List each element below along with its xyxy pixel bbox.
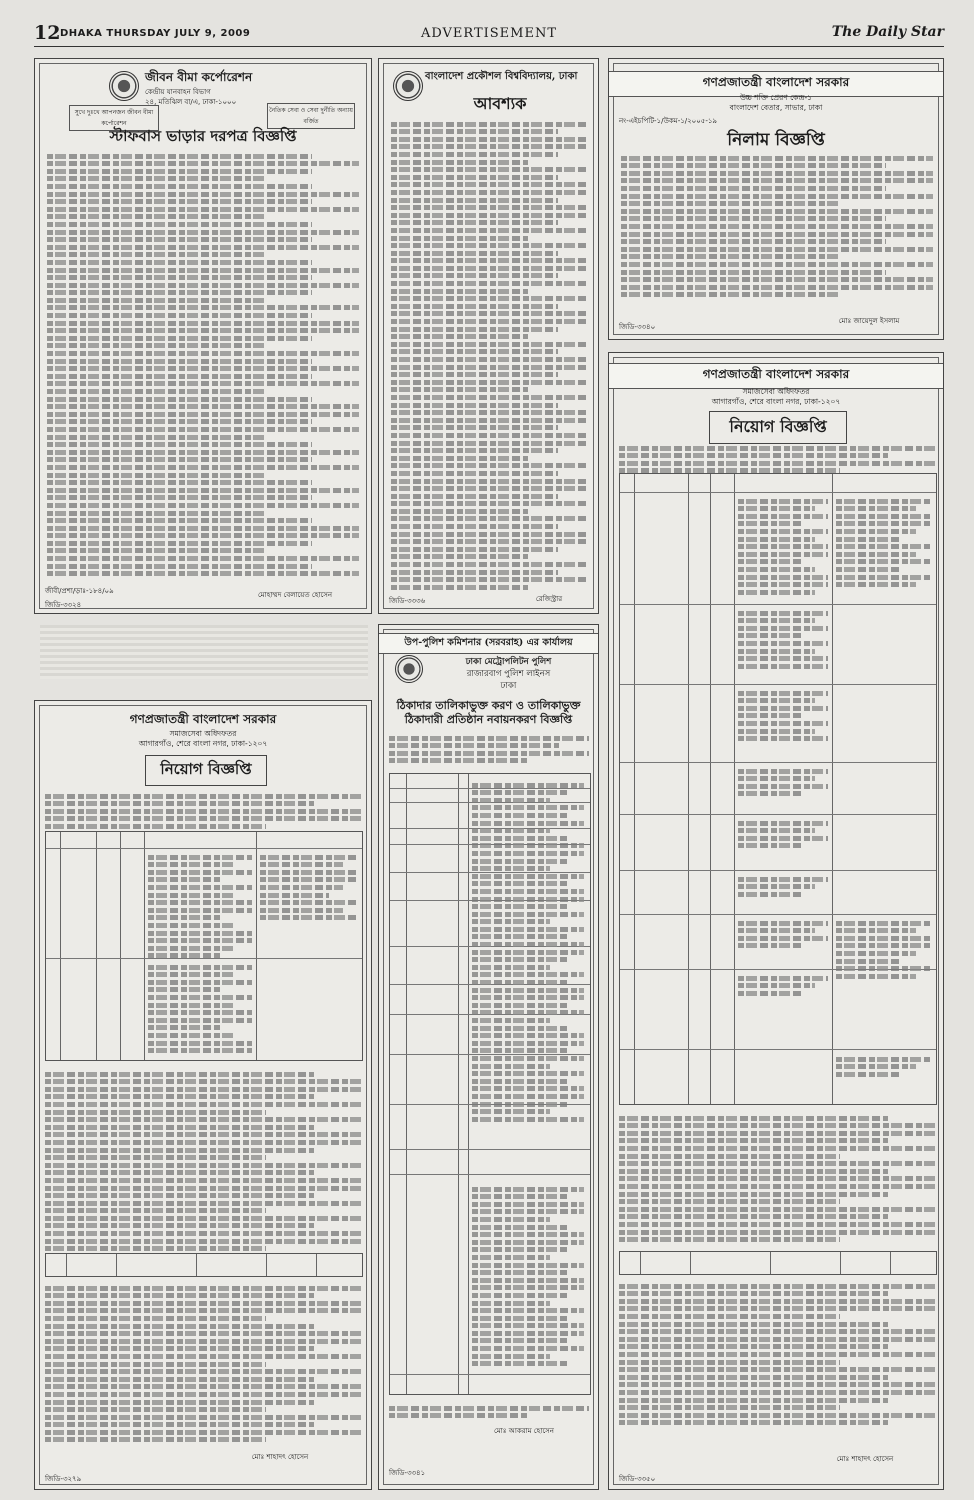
section-title: ADVERTISEMENT: [420, 26, 558, 41]
buet-body: [391, 119, 587, 592]
niyog-right-sub2: আগারগাঁও, শেরে বাংলা নগর, ঢাকা-১২০৭: [711, 397, 841, 406]
police-banner: উপ-পুলিশ কমিশনার (সরবরাহ) এর কার্যালয়: [379, 633, 598, 654]
niyog-left-sub1: সমাজসেবা অধিদফতর: [169, 729, 237, 738]
niyog-left-conditions: [45, 1069, 361, 1254]
jbc-slogan-right: নৈতিক সেবা ও সেবা দুর্নীতি অন্যায় বর্জিত: [267, 103, 355, 129]
niyog-right-signature: মোঃ শাহাদৎ হোসেন: [836, 1455, 894, 1463]
divider-hatch: [40, 625, 368, 679]
nilam-signature: মোঃ জায়েদুল ইসলাম: [838, 317, 900, 325]
nilam-memo: জিডি-৩৩৪০: [619, 323, 656, 331]
jbc-title: স্টাফবাস ভাড়ার দরপত্র বিজ্ঞপ্তি: [109, 127, 297, 145]
police-sub3: ঢাকা: [500, 681, 517, 691]
police-table: [389, 773, 591, 1395]
jbc-address: ২৪, মতিঝিল বা/এ, ঢাকা-১০০০: [145, 98, 237, 106]
niyog-right-notes: [619, 1281, 935, 1428]
ad-jibon-bima: [34, 58, 372, 614]
niyog-left-intro: [45, 791, 361, 832]
police-intro: [389, 733, 589, 766]
police-footnote: [389, 1403, 589, 1421]
nilam-banner: গণপ্রজাতন্ত্রী বাংলাদেশ সরকার: [609, 71, 943, 97]
buet-signature: রেজিস্ট্রার: [535, 595, 563, 603]
nilam-sub2: বাংলাদেশ বেতার, সাভার, ঢাকা: [729, 103, 823, 112]
niyog-right-form: [619, 1251, 937, 1275]
niyog-left-memo: জিডি-৩২৭৯: [45, 1475, 82, 1483]
masthead: The Daily Star: [831, 24, 944, 40]
ad-dmp-police: [378, 624, 599, 1490]
niyog-right-table: [619, 473, 937, 1105]
nilam-ref: নং-এইচপিটি-১/উকম-১/২০০৫-১৯: [619, 117, 717, 125]
jbc-org-name: জীবন বীমা কর্পোরেশন: [145, 70, 253, 84]
niyog-left-govt: গণপ্রজাতন্ত্রী বাংলাদেশ সরকার: [129, 712, 277, 726]
niyog-right-memo: জিডি-৩৩৫০: [619, 1475, 656, 1483]
niyog-left-table: [45, 831, 363, 1061]
niyog-right-intro: [619, 443, 935, 476]
buet-org-name: বাংলাদেশ প্রকৌশল বিশ্ববিদ্যালয়, ঢাকা: [425, 71, 578, 82]
page-number: 12: [34, 22, 61, 44]
niyog-right-sub1: সমাজসেবা অধিদফতর: [742, 387, 810, 396]
niyog-left-signature: মোঃ শাহাদৎ হোসেন: [251, 1453, 309, 1461]
police-sub1: ঢাকা মেট্রোপলিটন পুলিশ: [465, 657, 552, 667]
niyog-left-title: নিয়োগ বিজ্ঞপ্তি: [145, 755, 267, 786]
police-sub2: রাজারবাগ পুলিশ লাইনস: [466, 669, 551, 679]
police-title: ঠিকাদার তালিকাভুক্ত করণ ও তালিকাভুক্ত ঠিকাদারী প্রতিষ্ঠান নবায়নকরণ বিজ্ঞপ্তি: [396, 699, 581, 726]
jbc-body: [47, 151, 359, 579]
dateline: DHAKA THURSDAY JULY 9, 2009: [60, 28, 251, 39]
police-signature: মোঃ আকরাম হোসেন: [494, 1427, 554, 1435]
buet-title: আবশ্যক: [473, 94, 527, 113]
jbc-ref: জীবী/প্রশা/ড়াঃ-১৮৪/০৯: [45, 587, 114, 595]
niyog-right-conditions: [619, 1113, 935, 1245]
niyog-right-title: নিয়োগ বিজ্ঞপ্তি: [709, 411, 847, 444]
nilam-body: [621, 153, 933, 300]
jbc-slogan-left: সুখে দুঃখে আপনজন জীবন বীমা কর্পোরেশন: [69, 105, 159, 131]
niyog-right-banner: গণপ্রজাতন্ত্রী বাংলাদেশ সরকার: [609, 363, 943, 389]
niyog-left-sub2: আগারগাঁও, শেরে বাংলা নগর, ঢাকা-১২০৭: [138, 739, 268, 748]
ad-niyog-right: [608, 352, 944, 1490]
nilam-sub1: উচ্চ শক্তি প্রেরণ কেন্দ্র-১: [739, 93, 813, 102]
buet-memo: জিডি-৩৩৩৬: [389, 597, 426, 605]
niyog-left-notes: [45, 1283, 361, 1445]
police-memo: জিডি-৩৩৪১: [389, 1469, 426, 1477]
jbc-memo: জিডি-৩৩২৪: [45, 601, 82, 609]
jbc-signature: মোহাম্মদ বেলায়েত হোসেন: [257, 591, 333, 599]
jbc-subhead: কেন্দ্রীয় যানবাহন বিভাগ: [145, 88, 211, 96]
jbc-logo: [109, 71, 139, 101]
ad-nilam: [608, 58, 944, 340]
page-header: [34, 24, 944, 47]
ad-buet: [378, 58, 599, 614]
niyog-left-form: [45, 1253, 363, 1277]
buet-logo: [393, 71, 423, 101]
nilam-title: নিলাম বিজ্ঞপ্তি: [727, 130, 825, 150]
ad-niyog-left: [34, 700, 372, 1490]
